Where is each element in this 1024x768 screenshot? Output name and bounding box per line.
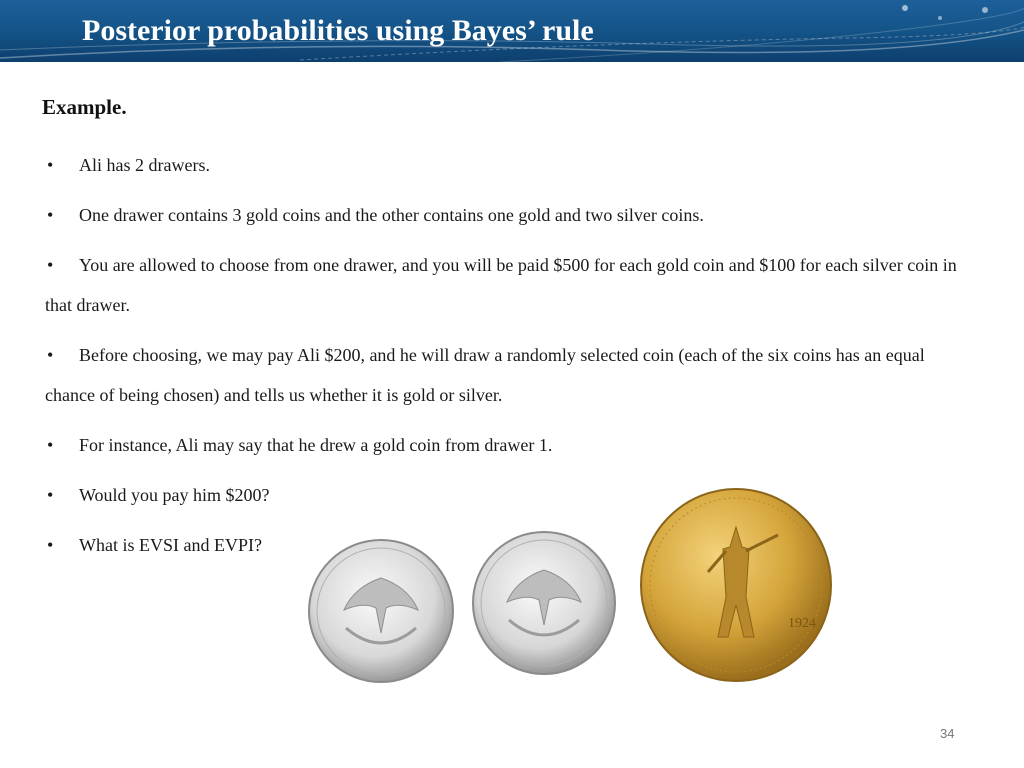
bullet-item [45,145,965,185]
example-heading: Example. [42,95,127,119]
bullet-text: For instance, Ali may say that he drew a gold coin from drawer 1. [79,435,553,455]
bullet-item [45,195,965,235]
bullet-text: Before choosing, we may pay Ali $200, and he will draw a randomly selected coin (each of the six coins has an equal chance of being chosen) and tells us whether it is gold or silver. [45,345,925,405]
title-bar [0,0,1024,62]
bullet-icon: • [47,485,54,505]
bullet-text: Would you pay him $200? [79,485,270,505]
bullet-icon: • [47,155,54,175]
bullet-icon: • [47,535,54,555]
bullet-icon: • [47,435,54,455]
gold-double-eagle-coin-image [638,487,834,683]
bullet-text: You are allowed to choose from one drawer, and you will be paid $500 for each gold coin and $100 for each silver coin in that drawer. [45,255,957,315]
bullet-item [45,245,965,325]
silver-dollar-coin-image [306,538,456,684]
slide-title: Posterior probabilities using Bayes’ rule [82,14,594,47]
bullet-icon: • [47,205,54,225]
bullet-text: Ali has 2 drawers. [79,155,210,175]
silver-dollar-coin-image [470,530,618,676]
page-number: 34 [940,726,955,741]
bullet-icon: • [47,345,54,365]
bullet-item [45,335,965,415]
bullet-text: One drawer contains 3 gold coins and the other contains one gold and two silver coins. [79,205,704,225]
bullet-icon: • [47,255,54,275]
bullet-item [45,425,965,465]
bullet-text: What is EVSI and EVPI? [79,535,262,555]
coin-year-text: 1924 [788,616,816,631]
